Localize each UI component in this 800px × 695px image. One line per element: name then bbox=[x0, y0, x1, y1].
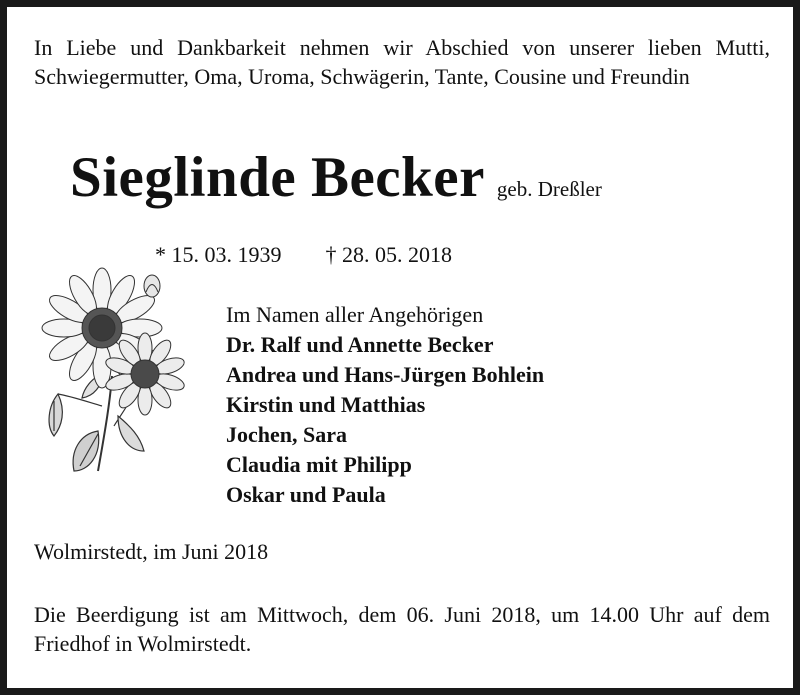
mourner-line: Jochen, Sara bbox=[226, 422, 347, 447]
name-row bbox=[70, 143, 770, 213]
birth-date: * 15. 03. 1939 bbox=[155, 242, 282, 267]
sunflower-illustration bbox=[40, 266, 190, 484]
mourner-line: Claudia mit Philipp bbox=[226, 452, 412, 477]
deceased-name: Sieglinde Becker bbox=[70, 146, 485, 209]
life-dates bbox=[155, 241, 452, 269]
mourner-line: Dr. Ralf und Annette Becker bbox=[226, 332, 494, 357]
family-lead: Im Namen aller Angehörigen bbox=[226, 302, 484, 327]
maiden-name: geb. Dreßler bbox=[496, 177, 602, 201]
death-date: † 28. 05. 2018 bbox=[325, 242, 452, 267]
funeral-info: Die Beerdigung ist am Mittwoch, dem 06. Juni 2018, um 14.00 Uhr auf dem Friedhof in Wolmirstedt. bbox=[34, 602, 770, 656]
intro-text: In Liebe und Dankbarkeit nehmen wir Abschied von unserer lieben Mutti, Schwiegermutter, Oma, Uroma, Schwägerin, Tante, Cousine und Freundin bbox=[34, 35, 770, 89]
mourner-line: Oskar und Paula bbox=[226, 482, 386, 507]
place-date: Wolmirstedt, im Juni 2018 bbox=[34, 539, 269, 564]
mourner-line: Kirstin und Matthias bbox=[226, 392, 426, 417]
family-block bbox=[226, 300, 544, 510]
mourner-line: Andrea und Hans-Jürgen Bohlein bbox=[226, 362, 545, 387]
